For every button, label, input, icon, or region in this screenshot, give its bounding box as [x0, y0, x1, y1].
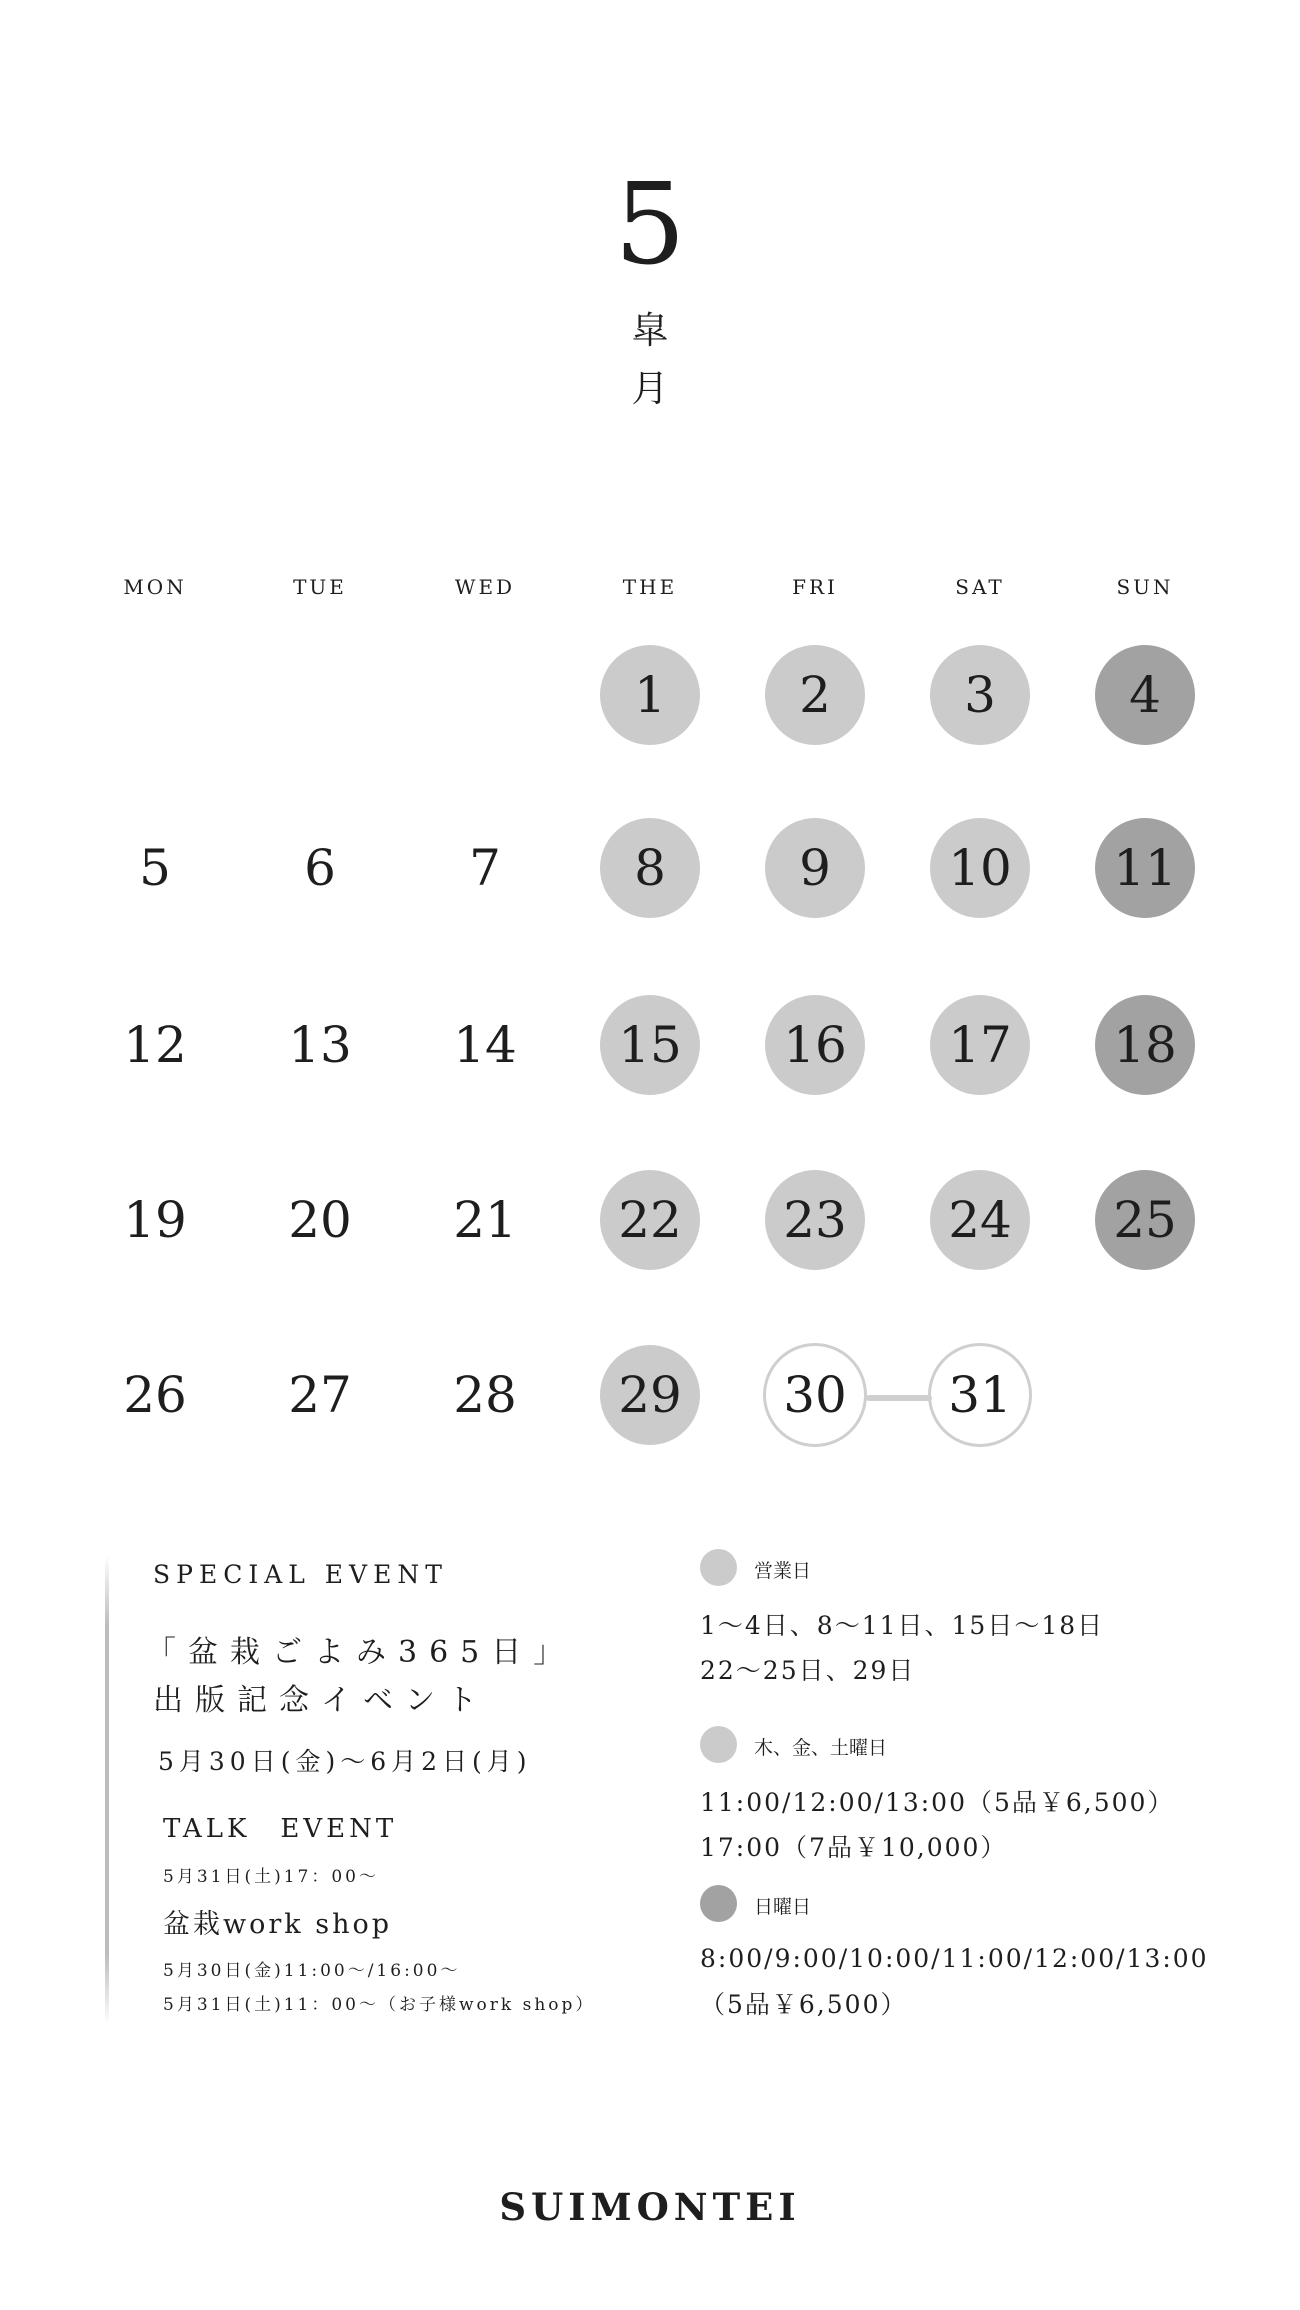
day-3: 3 — [930, 645, 1030, 745]
legend-open-days-2: 22〜25日、29日 — [700, 1656, 916, 1685]
event-dates: 5月30日(金)〜6月2日(月) — [158, 1747, 532, 1776]
weekday-header-tue: TUE — [293, 575, 347, 599]
day-10: 10 — [930, 818, 1030, 918]
workshop-time-1: 5月30日(金)11:00〜/16:00〜 — [163, 1961, 461, 1981]
day-14: 14 — [453, 1016, 517, 1074]
day-30: 30 — [763, 1343, 867, 1447]
day-29: 29 — [600, 1345, 700, 1445]
weekday-header-sun: SUN — [1116, 575, 1174, 599]
legend-sunday-label: 日曜日 — [754, 1896, 812, 1918]
month-name — [0, 302, 1300, 418]
talk-event-time: 5月31日(土)17：00〜 — [163, 1867, 379, 1887]
legend-open-days-1: 1〜4日、8〜11日、15日〜18日 — [700, 1611, 1105, 1640]
event-days-connector — [866, 1395, 932, 1401]
event-title: SPECIAL EVENT — [153, 1560, 448, 1589]
day-12: 12 — [123, 1016, 187, 1074]
day-19: 19 — [123, 1191, 187, 1249]
legend-sunday-times-1: 8:00/9:00/10:00/11:00/12:00/13:00 — [700, 1944, 1209, 1973]
weekday-header-the: THE — [622, 575, 678, 599]
month-number: 5 — [614, 160, 686, 290]
day-23: 23 — [765, 1170, 865, 1270]
day-27: 27 — [288, 1366, 352, 1424]
day-25: 25 — [1095, 1170, 1195, 1270]
day-15: 15 — [600, 995, 700, 1095]
workshop-title: 盆栽work shop — [163, 1909, 393, 1940]
legend-weekday-times-2: 17:00（7品￥10,000） — [700, 1833, 1008, 1862]
day-9: 9 — [765, 818, 865, 918]
day-11: 11 — [1095, 818, 1195, 918]
day-2: 2 — [765, 645, 865, 745]
day-22: 22 — [600, 1170, 700, 1270]
day-1: 1 — [600, 645, 700, 745]
legend-open-dot — [700, 1549, 737, 1586]
day-18: 18 — [1095, 995, 1195, 1095]
weekday-header-sat: SAT — [955, 575, 1005, 599]
brand-logo: SUIMONTEI — [499, 2185, 801, 2229]
legend-open-label: 営業日 — [754, 1560, 812, 1582]
day-31: 31 — [928, 1343, 1032, 1447]
month-name-line1: 皐 — [631, 309, 669, 352]
event-side-bar — [105, 1555, 109, 2025]
day-24: 24 — [930, 1170, 1030, 1270]
month-name-line2: 月 — [631, 367, 669, 410]
day-8: 8 — [600, 818, 700, 918]
day-28: 28 — [453, 1366, 517, 1424]
legend-sunday-dot — [700, 1885, 737, 1922]
day-5: 5 — [139, 839, 171, 897]
day-13: 13 — [288, 1016, 352, 1074]
legend-weekday-times-1: 11:00/12:00/13:00（5品￥6,500） — [700, 1788, 1175, 1817]
workshop-time-2: 5月31日(土)11：00〜（お子様work shop） — [163, 1995, 596, 2015]
day-20: 20 — [288, 1191, 352, 1249]
weekday-header-mon: MON — [123, 575, 187, 599]
day-17: 17 — [930, 995, 1030, 1095]
event-book-subtitle: 出版記念イベント — [153, 1683, 489, 1718]
legend-weekday-dot — [700, 1726, 737, 1763]
day-7: 7 — [469, 839, 501, 897]
legend-weekday-label: 木、金、土曜日 — [754, 1737, 888, 1759]
weekday-header-fri: FRI — [792, 575, 838, 599]
day-6: 6 — [304, 839, 336, 897]
weekday-header-wed: WED — [454, 575, 516, 599]
day-16: 16 — [765, 995, 865, 1095]
day-26: 26 — [123, 1366, 187, 1424]
event-book-title: 「盆栽ごよみ365日」 — [146, 1635, 576, 1670]
day-4: 4 — [1095, 645, 1195, 745]
talk-event-title: TALK EVENT — [163, 1814, 398, 1844]
legend-sunday-times-2: （5品￥6,500） — [700, 1990, 908, 2019]
day-21: 21 — [453, 1191, 517, 1249]
